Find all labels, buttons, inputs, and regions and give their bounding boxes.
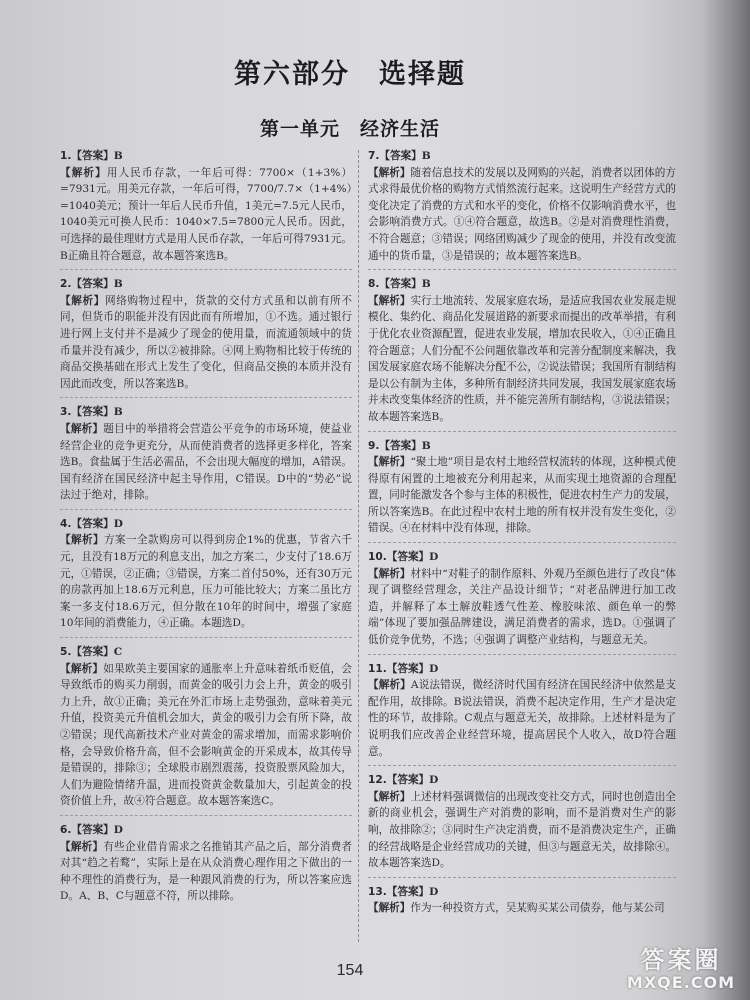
answer-value: B <box>421 150 431 162</box>
question-number: 10. <box>368 551 387 564</box>
question-number: 12. <box>368 774 387 787</box>
answer-label: 【答案】 <box>386 551 430 564</box>
answer-value: D <box>113 823 123 836</box>
explanation-text: 有些企业借肯需求之名推销其产品之后，部分消费者对其“趋之若鹜”，实际上是在从众消费心理作用之下做出的一种不理性的消费行为，是一种跟风消费的行为，所以答案应选D。A、B、C与题意不符，所以排除。 <box>60 840 353 903</box>
answer-value: B <box>421 439 431 452</box>
answer-line <box>60 644 352 661</box>
explanation-text: 作为一种投资方式，吴某购买某公司债券，他与某公司 <box>410 902 665 915</box>
question-number: 8. <box>368 278 380 291</box>
answer-label: 【答案】 <box>379 439 422 452</box>
answer-label: 【答案】 <box>71 150 114 162</box>
explanation-text: 题目中的举措将会营造公平竞争的市场环境，使益业经营企业的竞争更充分，从而使消费者的选择更多样化，答案选B。食盐属于生活必需品，不会出现大幅度的增加，A错误。国有经济在国民经济中起主导作用，C错误。D中的“势必”说法过于绝对，排除。 <box>60 422 353 502</box>
answer-value: B <box>113 278 123 291</box>
question-block <box>60 822 352 910</box>
answer-label: 【答案】 <box>386 885 430 898</box>
explanation <box>60 532 352 632</box>
question-number: 4. <box>60 517 72 530</box>
explanation-text: A说法错误，微经济时代国有经济在国民经济中依然是支配作用，故排除。B说法错误，消费不起决定作用，生产才是决定性的环节，故排除。C观点与题意无关，故排除。上述材料是为了说明我们应改善企业经营环境，提高居民个人收入，故D符合题意。 <box>368 679 676 758</box>
answer-label: 【答案】 <box>71 646 114 659</box>
explanation <box>368 677 676 760</box>
book-spine <box>702 0 750 1000</box>
answer-value: D <box>429 885 439 898</box>
explanation <box>368 789 676 872</box>
explanation <box>60 839 352 905</box>
answer-value: B <box>113 406 123 419</box>
answer-label: 【答案】 <box>71 517 114 530</box>
question-number: 6. <box>60 823 72 836</box>
explanation-label: 【解析】 <box>60 294 106 307</box>
answer-value: D <box>429 551 439 564</box>
explanation-label: 【解析】 <box>368 679 411 692</box>
question-block <box>60 404 352 510</box>
explanation <box>60 421 352 504</box>
explanation <box>368 454 676 537</box>
column-divider <box>358 150 360 942</box>
answer-line <box>60 822 352 839</box>
answer-line <box>368 549 676 566</box>
watermark-logo <box>620 940 742 992</box>
explanation-label: 【解析】 <box>60 166 107 179</box>
question-number: 11. <box>368 662 387 675</box>
explanation-label: 【解析】 <box>368 790 411 803</box>
answer-value: D <box>113 517 123 530</box>
answer-line <box>368 438 676 455</box>
explanation <box>368 900 676 917</box>
explanation-label: 【解析】 <box>368 456 411 469</box>
explanation-label: 【解析】 <box>60 662 104 675</box>
question-block <box>60 276 352 398</box>
explanation-text: “聚土地”项目是农村土地经营权流转的体现，这种模式使得原有闲置的土地被充分利用起来，从而实现土地资源的合理配置，同时能激发各个参与主体的积极性，促进农村生产力的发展，所以答案选B。在此过程中农村土地的所有权并没有发生变化，②错误。④在材料中没有体现，排除。 <box>368 456 676 535</box>
answer-label: 【答案】 <box>379 278 422 291</box>
explanation-label: 【解析】 <box>60 534 105 547</box>
explanation-text: 方案一全款购房可以得到房企1%的优惠，节省六千元，且没有18万元的利息支出，加之方案二，少支付了18.6万元，①错误，②正确；③错误，方案二首付50%，还有30万元的房款再加上18.6万元利息，压力可能比较大；方案二虽比方案一多支付18.6万元，但分散在10年的时间中，增强了家庭10年间的消费能力，④正确。本题选D。 <box>60 534 352 630</box>
explanation-text: 上述材料强调微信的出现改变社交方式，同时也创造出全新的商业机会，强调生产对消费的影响，而不是消费对生产的影响，故排除②；③同时生产决定消费，而不是消费决定生产，正确的经营战略是企业经营成功的关键，但③与题意无关，故排除④。故本题答案选D。 <box>368 790 677 870</box>
answer-label: 【答案】 <box>71 406 114 419</box>
explanation-text: 实行土地流转、发展家庭农场，是适应我国农业发展走规模化、集约化、商品化发展道路的新要求而提出的改革举措，有利于优化农业资源配置，促进农业发展，增加农民收入，①④正确且符合题意；人们分配不公问题依靠改革和完善分配制度来解决，我国发展家庭农场不能解决分配不公，②说法错误；我国所有制结构是以公有制为主体，多种所有制经济共同发展，我国发展家庭农场并未改变集体经济的性质，并不能完善所有制结构，③说法错误；故本题答案选B。 <box>368 294 677 423</box>
question-number: 9. <box>368 439 380 452</box>
explanation-text: 用人民币存款，一年后可得：7700×（1+3%）=7931元。用美元存款，一年后可得，7700/7.7×（1+4%）=1040美元；预计一年后人民币升值，1美元=7.5元人民币，1040美元可换人民币：1040×7.5=7800元人民币。因此，可选择的最佳理财方式是用人民币存款，一年后可得7931元。B正确且符合题意，故本题答案选B。 <box>60 166 353 262</box>
left-column <box>60 148 352 916</box>
answer-value: B <box>421 278 431 291</box>
answer-label: 【答案】 <box>71 278 114 291</box>
question-block <box>368 772 676 878</box>
answer-line <box>60 404 352 421</box>
explanation <box>60 661 352 810</box>
answer-value: B <box>113 150 123 162</box>
answer-label: 【答案】 <box>386 774 430 787</box>
explanation-text: 材料中“对鞋子的制作原料、外观乃至颜色进行了改良”体现了调整经营理念，关注产品设计细节；“对老品牌进行加工改造，并解释了本土解放鞋透气性差、橡胶味浓、颜色单一的弊端”体现了要加强品牌建设，满足消费者的需求，选D。①强调了低价竞争优势，不选；④强调了调整产业结构，与题意无关。 <box>368 567 676 647</box>
answer-value: D <box>429 662 439 675</box>
answer-line <box>368 148 676 165</box>
question-number: 7. <box>368 150 380 162</box>
question-block <box>368 148 676 270</box>
question-block <box>368 438 676 544</box>
question-block <box>368 661 676 767</box>
explanation-label: 【解析】 <box>368 902 411 915</box>
explanation-text: 如果欧美主要国家的通胀率上升意味着纸币贬值，会导致纸币的购买力削弱，而黄金的吸引力会上升，黄金的吸引力上升，故①正确；美元在外汇市场上走势强劲，意味着美元升值，投资美元升值机会加大，黄金的吸引力会有所下降，故②错误；现代高新技术产业对黄金的需求增加，而需求影响价格，会导致价格升高，但不会影响黄金的开采成本，故其传导是错误的，排除③；全球股市剧烈震荡，投资股票风险加大，人们为避险情绪升温，进而投资黄金数量加大，引起黄金的投资价值上升，故④符合题意。故本题答案选C。 <box>60 662 353 808</box>
watermark-url: MXQE.COM <box>626 973 736 992</box>
explanation-label: 【解析】 <box>368 166 411 179</box>
answer-line <box>60 516 352 533</box>
explanation-label: 【解析】 <box>60 840 104 853</box>
answer-value: C <box>113 646 123 659</box>
explanation-text: 随着信息技术的发展以及网购的兴起，消费者以团体的方式求得最优价格的购物方式悄然流行起来。这说明生产经营方式的变化决定了消费的方式和水平的变化，价格不仅影响消费水平，也会影响消费方式。①④符合题意，故选B。②是对消费理性消费，不符合题意；③错误；网络团购减少了现金的使用，并没有改变流通中的货币量，③是错误的；故本题答案选B。 <box>368 166 677 262</box>
right-column <box>368 148 676 928</box>
explanation <box>60 165 352 265</box>
question-number: 13. <box>368 885 387 898</box>
answer-label: 【答案】 <box>71 823 114 836</box>
question-block <box>60 148 352 270</box>
answer-line <box>60 276 352 293</box>
explanation-label: 【解析】 <box>368 567 411 580</box>
question-block <box>60 644 352 816</box>
question-block <box>368 549 676 655</box>
answer-line <box>368 884 676 901</box>
question-number: 3. <box>60 406 72 419</box>
explanation-label: 【解析】 <box>368 294 411 307</box>
unit-title: 第一单元 经济生活 <box>259 118 440 140</box>
answer-line <box>368 276 676 293</box>
explanation-label: 【解析】 <box>60 422 104 435</box>
question-block <box>368 276 676 431</box>
question-number: 5. <box>60 646 72 659</box>
answer-line <box>60 148 352 165</box>
page-number: 154 <box>336 962 364 979</box>
answer-value: D <box>429 774 439 787</box>
question-block <box>368 884 676 922</box>
explanation-text: 网络购物过程中，货款的交付方式虽和以前有所不同，但货币的职能并没有因此而有所增加，①不选。通过银行进行网上支付并不是减少了现金的使用量，而流通领域中的货币量并没有减少，所以②被排除。④网上购物相比较于传统的商品交换基础在形式上发生了变化，但商品交换的本质并没有因此而改变，所以答案选B。 <box>60 294 353 390</box>
answer-line <box>368 661 676 678</box>
explanation <box>368 165 676 265</box>
question-number: 1. <box>60 150 72 162</box>
explanation <box>368 293 676 426</box>
answer-label: 【答案】 <box>386 662 430 675</box>
question-block <box>60 516 352 638</box>
answer-line <box>368 772 676 789</box>
page-title: 第六部分 选择题 <box>234 59 466 90</box>
watermark-text: 答案圈 <box>640 946 722 974</box>
answer-label: 【答案】 <box>379 150 422 162</box>
explanation <box>60 293 352 393</box>
question-number: 2. <box>60 278 72 291</box>
explanation <box>368 566 676 649</box>
